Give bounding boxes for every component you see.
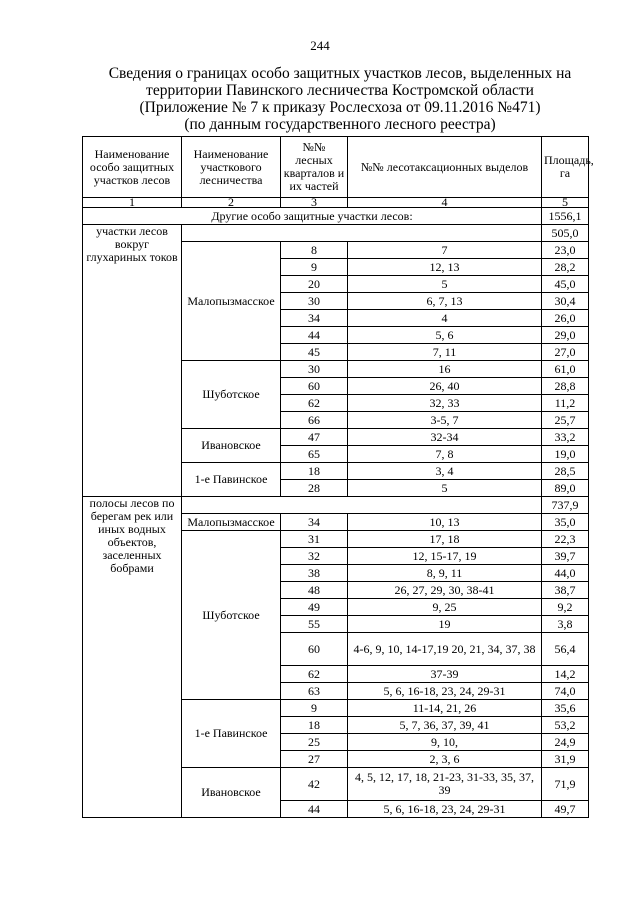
quarter-number: 32: [281, 548, 348, 565]
allotment-numbers: 17, 18: [348, 531, 542, 548]
total-row: [83, 208, 589, 225]
quarter-number: 65: [281, 446, 348, 463]
area-value: 35,6: [542, 700, 589, 717]
allotment-numbers: 4: [348, 310, 542, 327]
column-number: 4: [348, 198, 542, 208]
allotment-numbers: 37-39: [348, 666, 542, 683]
quarter-number: 38: [281, 565, 348, 582]
quarter-number: 18: [281, 717, 348, 734]
quarter-number: 20: [281, 276, 348, 293]
area-value: 38,7: [542, 582, 589, 599]
quarter-number: 18: [281, 463, 348, 480]
quarter-number: 55: [281, 616, 348, 633]
quarter-number: 66: [281, 412, 348, 429]
district-name: Малопызмасское: [182, 242, 281, 361]
allotment-numbers: 16: [348, 361, 542, 378]
quarter-number: 30: [281, 361, 348, 378]
area-value: 26,0: [542, 310, 589, 327]
area-value: 25,7: [542, 412, 589, 429]
area-value: 39,7: [542, 548, 589, 565]
area-value: 53,2: [542, 717, 589, 734]
area-value: 61,0: [542, 361, 589, 378]
column-number: 1: [83, 198, 182, 208]
district-name: Ивановское: [182, 768, 281, 818]
allotment-numbers: 4, 5, 12, 17, 18, 21-23, 31-33, 35, 37, 39: [348, 768, 542, 801]
column-number-row: [83, 198, 589, 208]
table-header-row: [83, 137, 589, 198]
area-value: 45,0: [542, 276, 589, 293]
quarter-number: 49: [281, 599, 348, 616]
quarter-number: 42: [281, 768, 348, 801]
quarter-number: 62: [281, 666, 348, 683]
quarter-number: 8: [281, 242, 348, 259]
allotment-numbers: 5: [348, 480, 542, 497]
quarter-number: 60: [281, 633, 348, 666]
area-value: 74,0: [542, 683, 589, 700]
section-blank: [182, 225, 542, 242]
allotment-numbers: 5, 6, 16-18, 23, 24, 29-31: [348, 801, 542, 818]
allotment-numbers: 8, 9, 11: [348, 565, 542, 582]
allotment-numbers: 7, 8: [348, 446, 542, 463]
area-value: 33,2: [542, 429, 589, 446]
allotment-numbers: 12, 15-17, 19: [348, 548, 542, 565]
allotment-numbers: 7, 11: [348, 344, 542, 361]
column-number: 3: [281, 198, 348, 208]
district-name: Шуботское: [182, 531, 281, 700]
quarter-number: 60: [281, 378, 348, 395]
quarter-number: 63: [281, 683, 348, 700]
quarter-number: 34: [281, 514, 348, 531]
header-allotments: №№ лесотаксационных выделов: [348, 137, 542, 198]
section-total-row: [83, 225, 589, 242]
title-line: (Приложение № 7 к приказу Рослесхоза от 09.11.2016 №471): [139, 99, 541, 116]
quarter-number: 44: [281, 801, 348, 818]
area-value: 28,2: [542, 259, 589, 276]
quarter-number: 31: [281, 531, 348, 548]
allotment-numbers: 4-6, 9, 10, 14-17,19 20, 21, 34, 37, 38: [348, 633, 542, 666]
area-value: 30,4: [542, 293, 589, 310]
area-value: 11,2: [542, 395, 589, 412]
area-value: 31,9: [542, 751, 589, 768]
allotment-numbers: 9, 10,: [348, 734, 542, 751]
quarter-number: 45: [281, 344, 348, 361]
district-name: Шуботское: [182, 361, 281, 429]
quarter-number: 9: [281, 259, 348, 276]
allotment-numbers: 5, 6: [348, 327, 542, 344]
allotment-numbers: 5, 6, 16-18, 23, 24, 29-31: [348, 683, 542, 700]
section-blank: [182, 497, 542, 514]
area-value: 35,0: [542, 514, 589, 531]
allotment-numbers: 26, 27, 29, 30, 38-41: [348, 582, 542, 599]
area-value: 28,8: [542, 378, 589, 395]
protected-areas-table: [82, 136, 594, 818]
title-line: территории Павинского лесничества Костромской области: [146, 82, 534, 99]
quarter-number: 44: [281, 327, 348, 344]
title-line: Сведения о границах особо защитных участков лесов, выделенных на: [108, 65, 572, 82]
quarter-number: 9: [281, 700, 348, 717]
quarter-number: 48: [281, 582, 348, 599]
quarter-number: 30: [281, 293, 348, 310]
section-total: 505,0: [542, 225, 589, 242]
allotment-numbers: 11-14, 21, 26: [348, 700, 542, 717]
section-total-row: [83, 497, 589, 514]
allotment-numbers: 12, 13: [348, 259, 542, 276]
quarter-number: 28: [281, 480, 348, 497]
area-value: 89,0: [542, 480, 589, 497]
allotment-numbers: 5: [348, 276, 542, 293]
allotment-numbers: 3, 4: [348, 463, 542, 480]
allotment-numbers: 19: [348, 616, 542, 633]
section-name: полосы лесов по берегам рек или иных водных объектов, заселенных бобрами: [83, 497, 182, 818]
district-name: 1-е Павинское: [182, 463, 281, 497]
header-quarters: №№ лесных кварталов и их частей: [281, 137, 348, 198]
area-value: 29,0: [542, 327, 589, 344]
document-title: [0, 65, 640, 133]
district-name: Ивановское: [182, 429, 281, 463]
allotment-numbers: 3-5, 7: [348, 412, 542, 429]
allotment-numbers: 2, 3, 6: [348, 751, 542, 768]
page-number: 244: [310, 38, 330, 53]
area-value: 24,9: [542, 734, 589, 751]
allotment-numbers: 7: [348, 242, 542, 259]
total-label: Другие особо защитные участки лесов:: [83, 208, 542, 225]
area-value: 49,7: [542, 801, 589, 818]
quarter-number: 25: [281, 734, 348, 751]
area-value: 28,5: [542, 463, 589, 480]
area-value: 3,8: [542, 616, 589, 633]
quarter-number: 34: [281, 310, 348, 327]
header-area-name: Наименование особо защитных участков лесов: [83, 137, 182, 198]
quarter-number: 27: [281, 751, 348, 768]
area-value: 27,0: [542, 344, 589, 361]
area-value: 56,4: [542, 633, 589, 666]
allotment-numbers: 9, 25: [348, 599, 542, 616]
quarter-number: 47: [281, 429, 348, 446]
area-value: 44,0: [542, 565, 589, 582]
quarter-number: 62: [281, 395, 348, 412]
section-name: участки лесов вокруг глухариных токов: [83, 225, 182, 497]
header-area: Площадь, га: [542, 137, 589, 198]
header-district: Наименование участкового лесничества: [182, 137, 281, 198]
allotment-numbers: 5, 7, 36, 37, 39, 41: [348, 717, 542, 734]
allotment-numbers: 32-34: [348, 429, 542, 446]
allotment-numbers: 6, 7, 13: [348, 293, 542, 310]
column-number: 2: [182, 198, 281, 208]
column-number: 5: [542, 198, 589, 208]
district-name: 1-е Павинское: [182, 700, 281, 768]
area-value: 71,9: [542, 768, 589, 801]
allotment-numbers: 32, 33: [348, 395, 542, 412]
area-value: 23,0: [542, 242, 589, 259]
total-area: 1556,1: [542, 208, 589, 225]
title-line: (по данным государственного лесного реестра): [184, 116, 496, 133]
district-name: Малопызмасское: [182, 514, 281, 531]
area-value: 9,2: [542, 599, 589, 616]
area-value: 19,0: [542, 446, 589, 463]
area-value: 22,3: [542, 531, 589, 548]
area-value: 14,2: [542, 666, 589, 683]
section-total: 737,9: [542, 497, 589, 514]
allotment-numbers: 26, 40: [348, 378, 542, 395]
allotment-numbers: 10, 13: [348, 514, 542, 531]
